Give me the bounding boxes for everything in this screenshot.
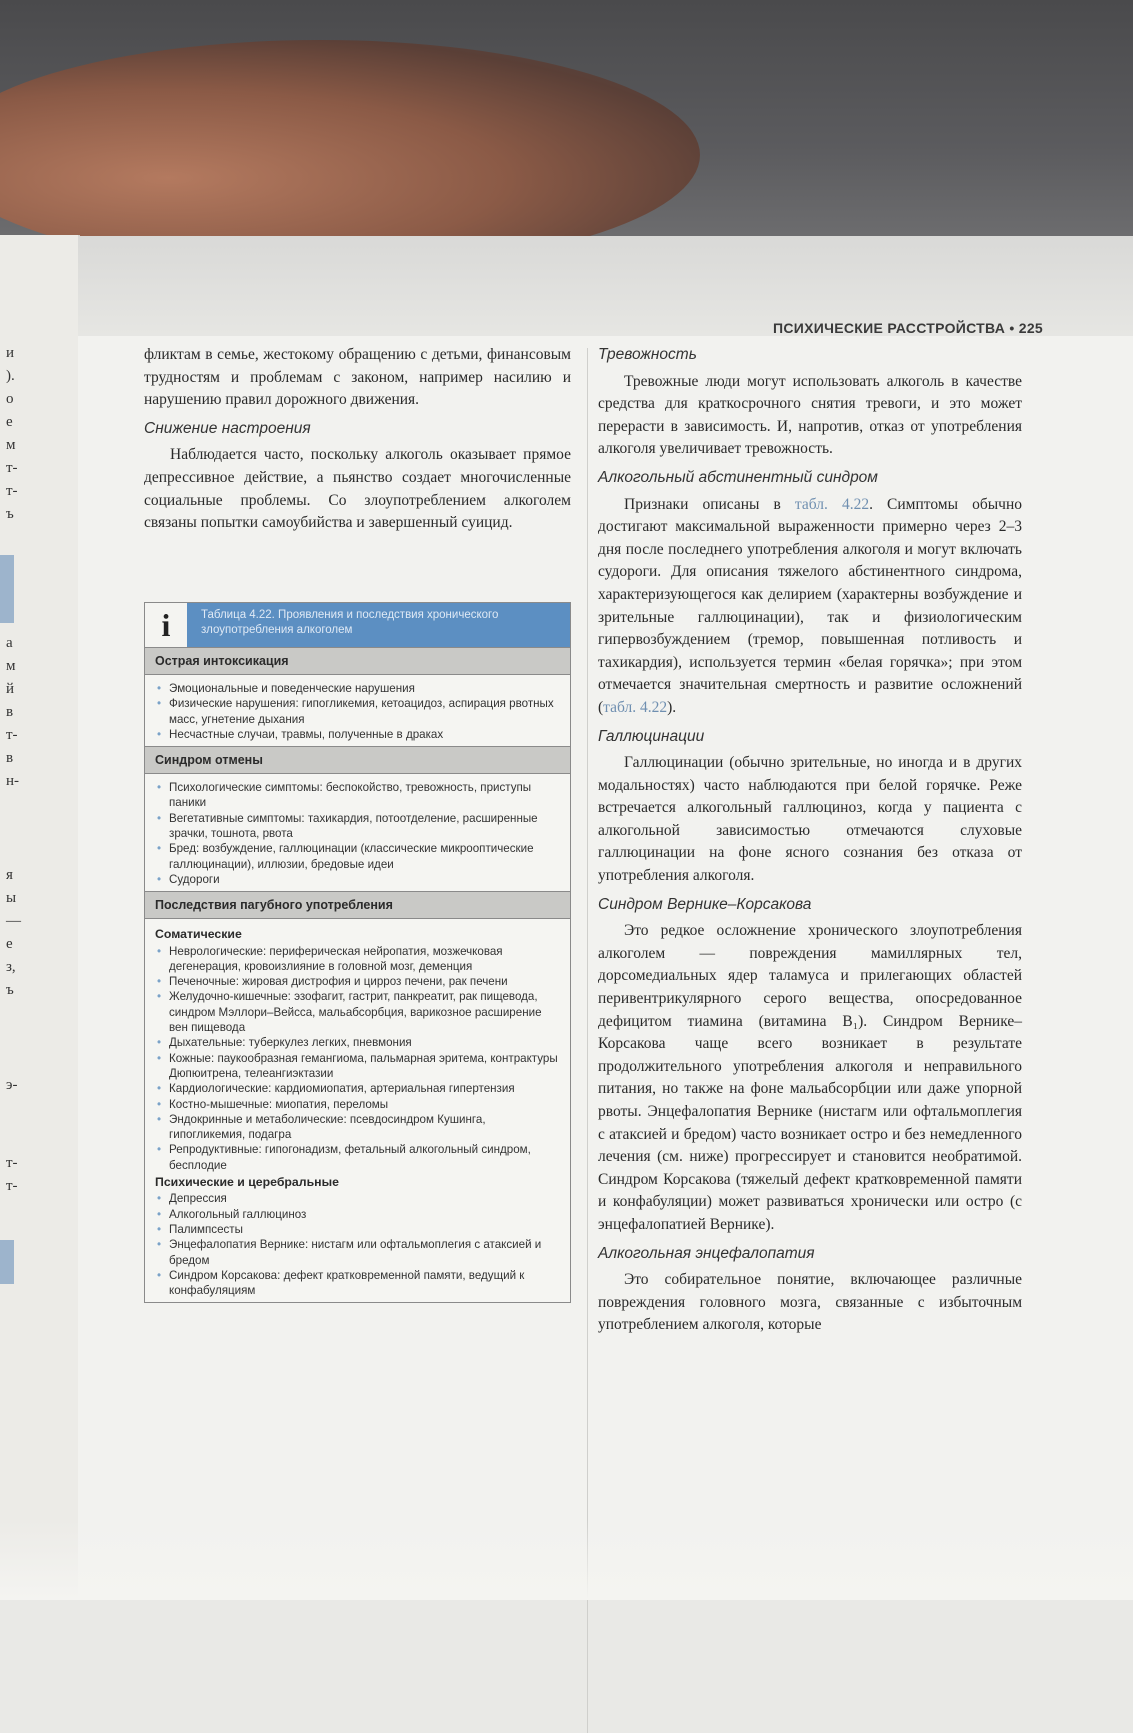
prev-fragment: и bbox=[6, 345, 15, 361]
table-bullet: • Алкогольный галлюциноз bbox=[155, 1207, 560, 1222]
paragraph bbox=[598, 494, 1022, 720]
left-column bbox=[144, 344, 571, 535]
photo-background bbox=[0, 0, 1133, 245]
prev-page-blue-box bbox=[0, 555, 14, 623]
paragraph: Наблюдается часто, поскольку алкоголь оказывает прямое депрессивное действие, а пьянство создает многочисленные социальные проблемы. Со злоупотреблением алкоголем связаны попытки самоубийства и завершенный суицид. bbox=[144, 446, 571, 532]
paragraph: фликтам в семье, жестокому обращению с детьми, финансовым трудностям и проблемам с законом, например насилию и нарушению правил дорожного движения. bbox=[144, 346, 571, 409]
prev-fragment: ). bbox=[6, 368, 15, 384]
section-heading: Синдром Вернике–Корсакова bbox=[598, 895, 812, 913]
prev-fragment: м bbox=[6, 658, 16, 674]
running-head: ПСИХИЧЕСКИЕ РАССТРОЙСТВА • 225 bbox=[772, 320, 1043, 336]
prev-fragment: т- bbox=[6, 483, 18, 499]
table-bullet: • Физические нарушения: гипогликемия, кетоацидоз, аспирация рвотных масс, угнетение дыхания bbox=[155, 696, 560, 727]
table-bullet: • Несчастные случаи, травмы, полученные в драках bbox=[155, 727, 560, 742]
text-run: ). bbox=[667, 698, 677, 716]
info-icon: i bbox=[145, 603, 187, 647]
table-bullet: • Синдром Корсакова: дефект кратковременной памяти, ведущий к конфабуляциям bbox=[155, 1268, 560, 1299]
prev-page-blue-box bbox=[0, 1240, 14, 1284]
section-heading: Галлюцинации bbox=[598, 727, 705, 745]
table-section-body bbox=[145, 774, 570, 891]
paragraph: Галлюцинации (обычно зрительные, но иногда и в других модальностях) часто наблюдаются при белой горячке. Реже встречается алкогольный галлюциноз, когда у пациента с алкогольной зависимостью отмечаются слуховые галлюцинации на фоне ясного сознания без отказа от употребления алкоголя. bbox=[598, 754, 1022, 885]
table-header bbox=[145, 603, 570, 647]
table-section-header: Последствия пагубного употребления bbox=[145, 891, 570, 919]
section-heading: Тревожность bbox=[598, 346, 697, 363]
table-title: Таблица 4.22. Проявления и последствия хронического злоупотребления алкоголем bbox=[201, 609, 499, 636]
table-bullet: • Энцефалопатия Вернике: нистагм или офтальмоплегия с атаксией и бредом bbox=[155, 1237, 560, 1268]
table-bullet: • Кардиологические: кардиомиопатия, артериальная гипертензия bbox=[155, 1081, 560, 1096]
text-run: Признаки описаны в bbox=[624, 495, 795, 513]
table-section-header: Синдром отмены bbox=[145, 746, 570, 774]
table-bullet: • Вегетативные симптомы: тахикардия, потоотделение, расширенные зрачки, тошнота, рвота bbox=[155, 811, 560, 842]
table-bullet: • Дыхательные: туберкулез легких, пневмония bbox=[155, 1035, 560, 1050]
table-bullet: • Психологические симптомы: беспокойство, тревожность, приступы паники bbox=[155, 780, 560, 811]
table-subheading: Соматические bbox=[155, 927, 242, 942]
section-heading: Алкогольная энцефалопатия bbox=[598, 1244, 815, 1262]
prev-fragment: м bbox=[6, 437, 16, 453]
table-reference-link[interactable]: табл. 4.22 bbox=[603, 698, 668, 716]
book-page bbox=[78, 236, 1133, 1600]
table-bullet: • Неврологические: периферическая нейропатия, мозжечковая дегенерация, кровоизлияние в головной мозг, деменция bbox=[155, 944, 560, 975]
prev-fragment: — bbox=[6, 913, 21, 929]
table-bullet: • Бред: возбуждение, галлюцинации (классические микрооптические галлюцинации), иллюзии, бредовые идеи bbox=[155, 841, 560, 872]
table-section-body bbox=[145, 919, 570, 1302]
prev-fragment: й bbox=[6, 681, 15, 697]
prev-fragment: н- bbox=[6, 773, 20, 789]
table-section-header: Острая интоксикация bbox=[145, 647, 570, 675]
prev-fragment: ъ bbox=[6, 982, 14, 998]
prev-fragment: т- bbox=[6, 727, 18, 743]
prev-fragment: ъ bbox=[6, 506, 14, 522]
prev-fragment: я bbox=[6, 867, 13, 883]
text-run: . Симптомы обычно достигают максимальной выраженности примерно через 2–3 дня после последнего употребления алкоголя и могут включать судороги. Для описания тяжелого абстинентного синдрома, характеризующегося как делирием (характерны возбуждение и зрительные галлюцинации), так и физиологическим гипервозбуждением (тремор, повышенная потливость и тахикардия), используется термин «белая горячка»; при этом отмечается значительная смертность и развитие осложнений ( bbox=[598, 495, 1023, 716]
bottom-shade bbox=[0, 1520, 1133, 1600]
table-bullet: • Эндокринные и метаболические: псевдосиндром Кушинга, гипогликемия, подагра bbox=[155, 1112, 560, 1143]
table-bullet: • Кожные: паукообразная гемангиома, пальмарная эритема, контрактуры Дюпюитрена, телеангиэктазии bbox=[155, 1051, 560, 1082]
table-reference-link[interactable]: табл. 4.22 bbox=[794, 495, 870, 513]
prev-fragment: е bbox=[6, 936, 13, 952]
prev-fragment: т- bbox=[6, 1178, 18, 1194]
previous-page-edge bbox=[0, 235, 80, 1600]
table-subheading: Психические и церебральные bbox=[155, 1175, 339, 1190]
table-bullet: • Печеночные: жировая дистрофия и цирроз печени, рак печени bbox=[155, 974, 560, 989]
table-bullet: • Костно-мышечные: миопатия, переломы bbox=[155, 1097, 560, 1112]
right-column bbox=[598, 344, 1022, 1337]
table-bullet: • Судороги bbox=[155, 872, 560, 887]
paragraph: Это редкое осложнение хронического злоупотребления алкоголем — повреждения мамиллярных тел, дорсомедиальных ядер таламуса и прилегающих областей перивентрикулярного серого вещества, опосредованное дефицитом тиамина (витамина B₁). Синдром Вернике–Корсакова чаще всего возникает в результате продолжительного употребления алкоголя и неправильного питания, но также на фоне мальабсорбции или даже упорной рвоты. Энцефалопатия Вернике (нистагм или офтальмоплегия с атаксией и бредом) часто возникает остро и без немедленного лечения (см. ниже) прогрессирует и становится необратимой. Синдром Корсакова (тяжелый дефект кратковременной памяти и конфабуляции) может развиваться хронически или остро (с энцефалопатией Вернике). bbox=[598, 922, 1022, 1233]
table-bullet: • Депрессия bbox=[155, 1191, 560, 1206]
table-bullet: • Эмоциональные и поведенческие нарушения bbox=[155, 681, 560, 696]
info-table bbox=[144, 602, 571, 1303]
prev-fragment: ы bbox=[6, 890, 17, 906]
table-bullet: • Желудочно-кишечные: эзофагит, гастрит, панкреатит, рак пищевода, синдром Мэллори–Вейсса, мальабсорбция, варикозное расширение вен пищевода bbox=[155, 989, 560, 1035]
paragraph: Тревожные люди могут использовать алкоголь в качестве средства для краткосрочного снятия тревоги, и это может перерасти в зависимость. И, напротив, отказ от употребления алкоголя увеличивает тревожность. bbox=[598, 372, 1022, 458]
prev-fragment: т- bbox=[6, 460, 18, 476]
prev-fragment: т- bbox=[6, 1155, 18, 1171]
section-heading: Алкогольный абстинентный синдром bbox=[598, 468, 878, 486]
prev-fragment: в bbox=[6, 704, 14, 720]
prev-fragment: е bbox=[6, 414, 13, 430]
table-bullet: • Палимпсесты bbox=[155, 1222, 560, 1237]
prev-fragment: з, bbox=[6, 959, 16, 975]
section-heading: Снижение настроения bbox=[144, 419, 311, 437]
prev-fragment: э- bbox=[6, 1077, 18, 1093]
prev-fragment: о bbox=[6, 391, 14, 407]
table-bullet: • Репродуктивные: гипогонадизм, фетальный алкогольный синдром, бесплодие bbox=[155, 1142, 560, 1173]
prev-fragment: в bbox=[6, 750, 14, 766]
prev-fragment: а bbox=[6, 635, 13, 651]
paragraph: Это собирательное понятие, включающее различные повреждения головного мозга, связанные с избыточным употреблением алкоголя, которые bbox=[598, 1271, 1022, 1334]
table-section-body bbox=[145, 675, 570, 746]
